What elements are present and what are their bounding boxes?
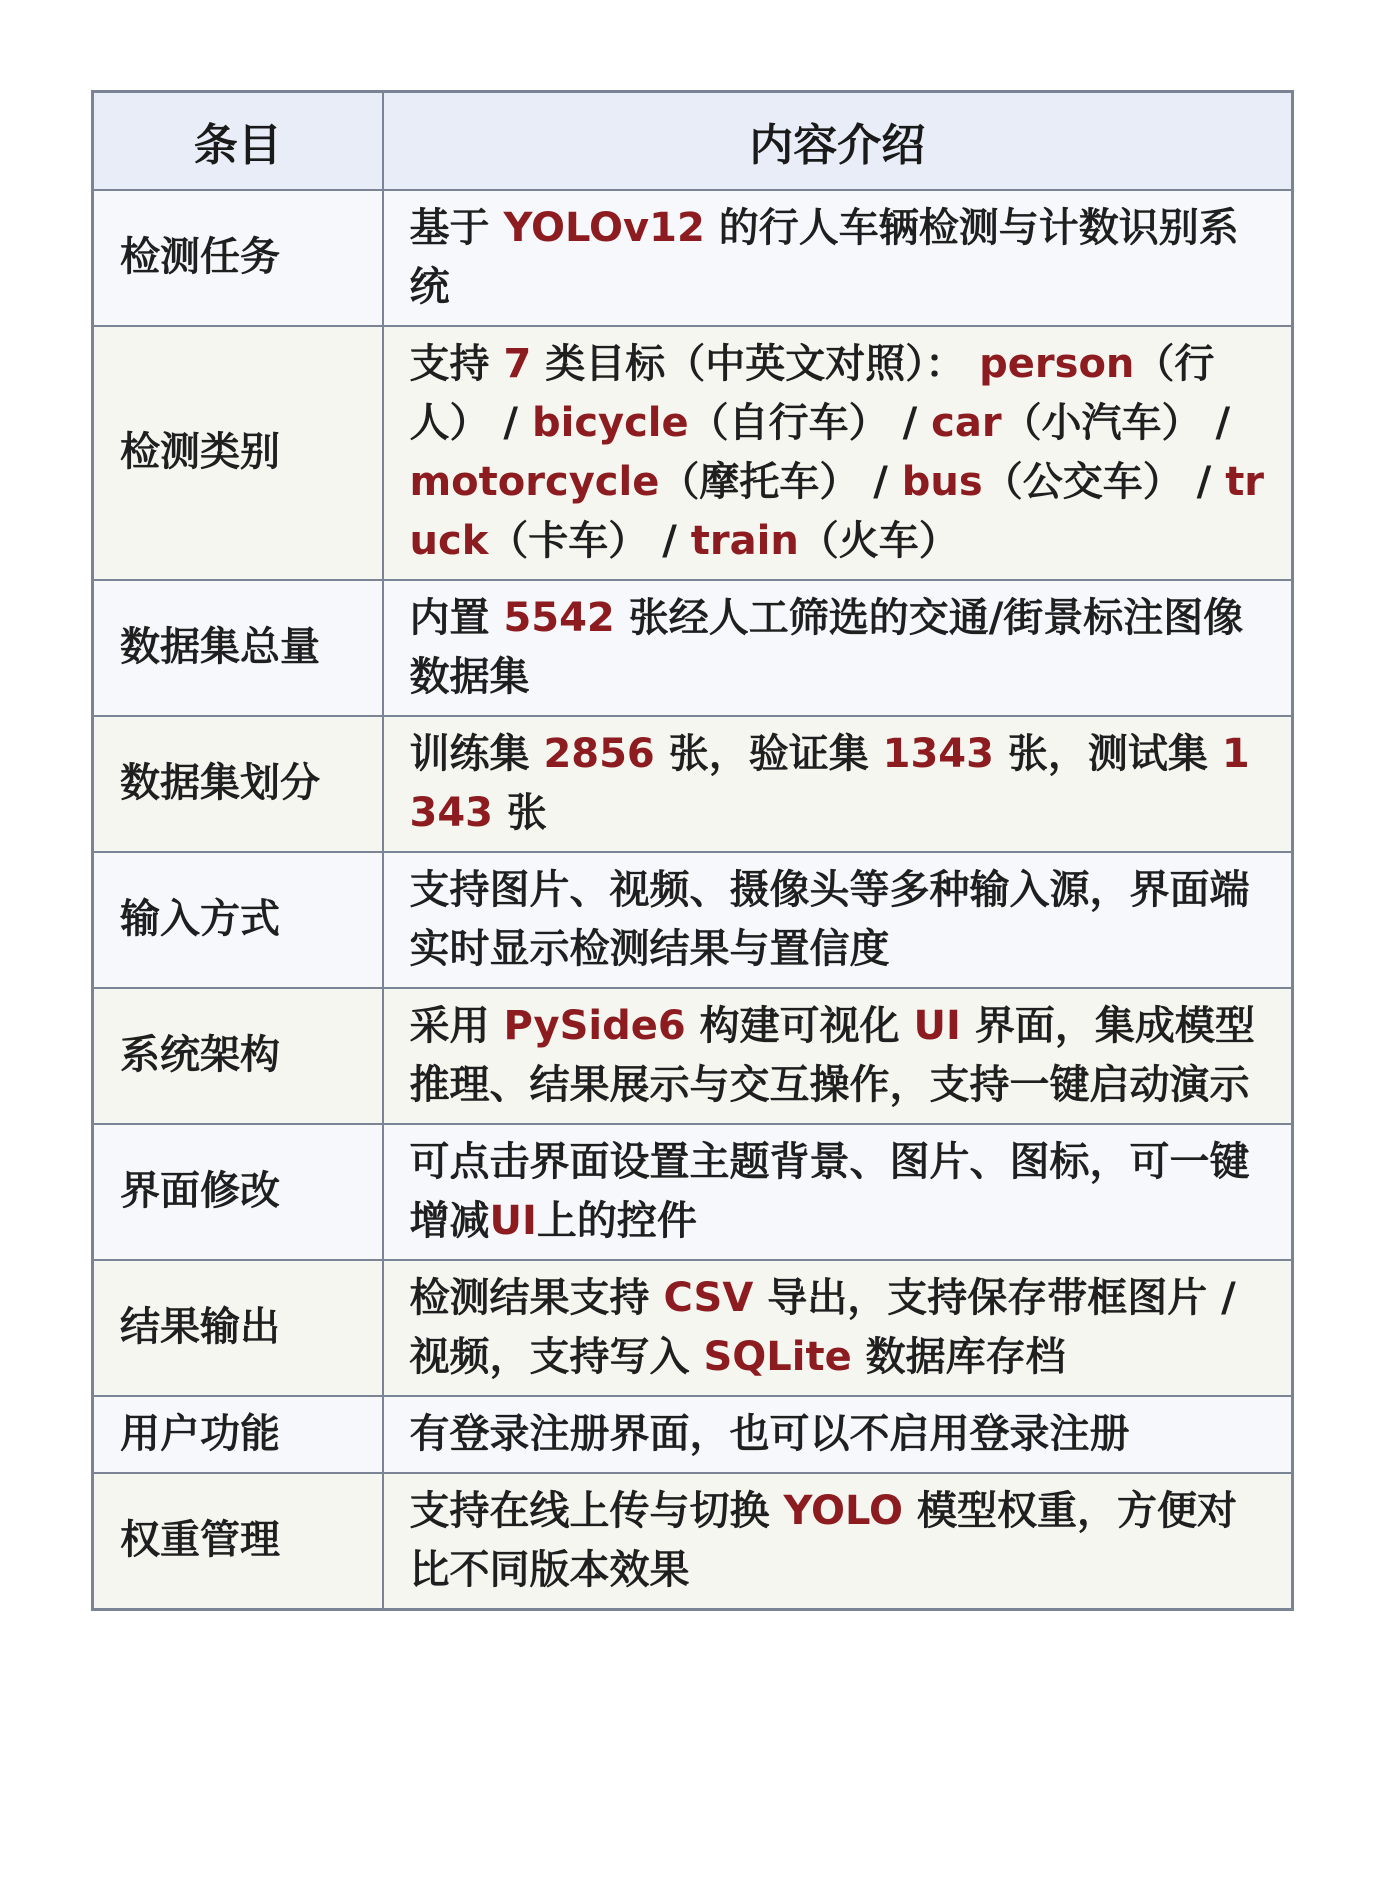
description-text: 界面，集成模型推理、结果展示与交互操作，支持一键启动演示 <box>409 1002 1255 1108</box>
row-description <box>383 1473 1293 1610</box>
table-row <box>93 852 1293 988</box>
highlight-text: 7 <box>503 340 532 387</box>
row-item-label: 检测任务 <box>93 190 383 326</box>
highlight-text: 5542 <box>503 594 615 641</box>
table-row <box>93 1473 1293 1610</box>
row-description <box>383 1396 1293 1473</box>
highlight-text: 1343 <box>409 730 1250 836</box>
description-text: 上的控件 <box>536 1197 697 1244</box>
description-text: 类目标（中英文对照）： <box>531 340 980 387</box>
header-item: 条目 <box>93 92 383 190</box>
row-description <box>383 988 1293 1124</box>
row-item-label: 用户功能 <box>93 1396 383 1473</box>
description-text: 支持在线上传与切换 <box>409 1487 784 1534</box>
header-description: 内容介绍 <box>383 92 1293 190</box>
table-row <box>93 716 1293 852</box>
description-text: （卡车） / <box>488 517 691 564</box>
feature-table-container <box>91 90 1291 1611</box>
row-item-label: 系统架构 <box>93 988 383 1124</box>
highlight-text: UI <box>913 1002 961 1049</box>
row-item-label: 检测类别 <box>93 326 383 580</box>
description-text: （小汽车） / <box>1001 399 1231 446</box>
highlight-text: PySide6 <box>503 1002 686 1049</box>
highlight-text: person <box>979 340 1135 387</box>
highlight-text: 1343 <box>882 730 994 777</box>
table-row <box>93 1260 1293 1396</box>
description-text: 支持 <box>409 340 504 387</box>
row-item-label: 结果输出 <box>93 1260 383 1396</box>
description-text: 的行人车辆检测与计数识别系统 <box>409 204 1239 310</box>
description-text: 张，验证集 <box>654 730 883 777</box>
table-row <box>93 190 1293 326</box>
description-text: 检测结果支持 <box>409 1274 664 1321</box>
description-text: 支持图片、视频、摄像头等多种输入源，界面端实时显示检测结果与置信度 <box>409 866 1250 972</box>
row-description <box>383 1124 1293 1260</box>
row-item-label: 数据集划分 <box>93 716 383 852</box>
description-text: （公交车） / <box>982 458 1226 505</box>
highlight-text: bus <box>901 458 983 505</box>
highlight-text: SQLite <box>703 1333 852 1380</box>
description-text: （摩托车） / <box>659 458 902 505</box>
description-text: 基于 <box>409 204 504 251</box>
highlight-text: YOLO <box>783 1487 904 1534</box>
description-text: （火车） <box>798 517 959 564</box>
highlight-text: train <box>690 517 799 564</box>
description-text: 可点击界面设置主题背景、图片、图标，可一键增减 <box>409 1138 1250 1244</box>
row-description <box>383 852 1293 988</box>
row-description <box>383 580 1293 716</box>
table-row <box>93 988 1293 1124</box>
row-item-label: 权重管理 <box>93 1473 383 1610</box>
highlight-text: motorcycle <box>409 458 660 505</box>
row-description <box>383 190 1293 326</box>
highlight-text: CSV <box>663 1274 754 1321</box>
description-text: 张 <box>493 789 547 836</box>
description-text: （自行车） / <box>688 399 932 446</box>
table-row <box>93 580 1293 716</box>
highlight-text: YOLOv12 <box>503 204 705 251</box>
description-text: 数据库存档 <box>851 1333 1066 1380</box>
row-description <box>383 1260 1293 1396</box>
row-item-label: 输入方式 <box>93 852 383 988</box>
description-text: （行人） / <box>409 340 1215 446</box>
table-body <box>93 190 1293 1610</box>
description-text: 张经人工筛选的交通/街景标注图像数据集 <box>409 594 1244 700</box>
description-text: 有登录注册界面，也可以不启用登录注册 <box>409 1410 1130 1457</box>
highlight-text: truck <box>409 458 1265 564</box>
table-row <box>93 1124 1293 1260</box>
description-text: 构建可视化 <box>685 1002 914 1049</box>
description-text: 导出，支持保存带框图片 / 视频，支持写入 <box>409 1274 1236 1380</box>
highlight-text: UI <box>489 1197 537 1244</box>
description-text: 训练集 <box>409 730 544 777</box>
description-text: 采用 <box>409 1002 504 1049</box>
feature-table <box>91 90 1294 1611</box>
row-description <box>383 326 1293 580</box>
row-item-label: 界面修改 <box>93 1124 383 1260</box>
description-text: 模型权重，方便对比不同版本效果 <box>409 1487 1237 1593</box>
description-text: 张，测试集 <box>993 730 1222 777</box>
table-row <box>93 1396 1293 1473</box>
row-item-label: 数据集总量 <box>93 580 383 716</box>
description-text: 内置 <box>409 594 504 641</box>
table-row <box>93 326 1293 580</box>
row-description <box>383 716 1293 852</box>
table-header-row <box>93 92 1293 190</box>
highlight-text: 2856 <box>543 730 655 777</box>
highlight-text: bicycle <box>531 399 689 446</box>
highlight-text: car <box>931 399 1002 446</box>
